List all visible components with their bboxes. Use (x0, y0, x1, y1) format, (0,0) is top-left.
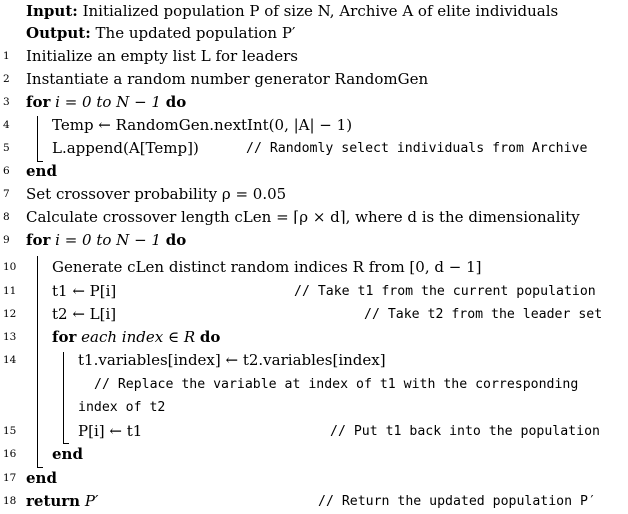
line-number: 18 (3, 495, 17, 507)
end-keyword: end (26, 162, 57, 180)
line-comment: // Take t2 from the leader set (364, 307, 603, 322)
line-number: 4 (3, 119, 10, 131)
line-text: t1.variables[index] ← t2.variables[index] (78, 351, 386, 369)
line-text: Initialize an empty list L for leaders (26, 47, 298, 65)
line-number: 14 (3, 354, 17, 366)
line-comment: // Randomly select individuals from Archive (246, 141, 588, 156)
end-keyword: end (26, 469, 57, 487)
do-keyword: do (199, 328, 221, 346)
input-keyword: Input: (26, 2, 78, 20)
line-number: 9 (3, 234, 10, 246)
line-number: 6 (3, 165, 10, 177)
line-comment: // Replace the variable at index of t1 with the corresponding (94, 377, 579, 392)
line-number: 2 (3, 73, 10, 85)
line-number: 16 (3, 448, 17, 460)
line-comment: // Take t1 from the current population (294, 284, 596, 299)
indent-bar-loop1 (37, 116, 38, 162)
line-text: L.append(A[Temp]) (52, 139, 199, 157)
indent-tick-loop1 (37, 161, 43, 162)
line-comment: // Return the updated population P′ (318, 494, 596, 509)
line-text: Calculate crossover length cLen = ⌈ρ × d⌉, where d is the dimensionality (26, 208, 580, 226)
indent-bar-loop2 (37, 256, 38, 468)
output-text: The updated population P′ (90, 24, 296, 42)
line-number: 12 (3, 308, 17, 320)
end-keyword: end (52, 445, 83, 463)
line-number: 8 (3, 211, 10, 223)
line-number: 15 (3, 425, 17, 437)
line-number: 11 (3, 285, 17, 297)
line-number: 1 (3, 50, 10, 62)
line-text: Generate cLen distinct random indices R from [0, d − 1] (52, 258, 482, 276)
line-text: Temp ← RandomGen.nextInt(0, |A| − 1) (52, 116, 353, 134)
line-number: 17 (3, 472, 17, 484)
line-number: 13 (3, 331, 17, 343)
input-text: Initialized population P of size N, Archive A of elite individuals (77, 2, 559, 20)
do-keyword: do (165, 93, 187, 111)
output-keyword: Output: (26, 24, 91, 42)
indent-bar-loop3 (63, 352, 64, 444)
line-comment-continued: index of t2 (78, 400, 166, 415)
line-text: Set crossover probability ρ = 0.05 (26, 185, 287, 203)
for-keyword: for (26, 231, 51, 249)
line-text: t2 ← L[i] (52, 305, 117, 323)
line-comment: // Put t1 back into the population (330, 424, 600, 439)
for-keyword: for (52, 328, 77, 346)
line-number: 10 (3, 261, 17, 273)
indent-tick-loop2 (37, 467, 43, 468)
line-text: i = 0 to N − 1 (50, 231, 166, 249)
indent-tick-loop3 (63, 443, 69, 444)
for-keyword: for (26, 93, 51, 111)
line-number: 7 (3, 188, 10, 200)
return-keyword: return (26, 492, 81, 510)
do-keyword: do (165, 231, 187, 249)
line-text: i = 0 to N − 1 (50, 93, 166, 111)
line-text: Instantiate a random number generator RandomGen (26, 70, 429, 88)
line-text: P[i] ← t1 (78, 422, 143, 440)
line-number: 5 (3, 142, 10, 154)
line-text: P′ (80, 492, 99, 510)
line-number: 3 (3, 96, 10, 108)
line-text: t1 ← P[i] (52, 282, 117, 300)
line-text: each index ∈ R (76, 328, 200, 346)
